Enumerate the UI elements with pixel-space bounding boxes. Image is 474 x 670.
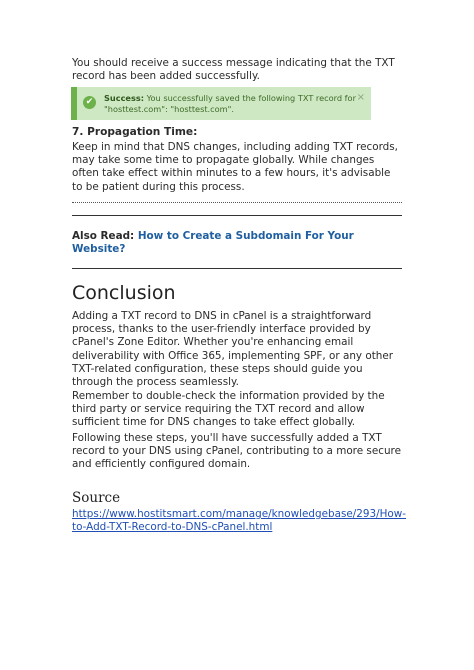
step-7-paragraph: Keep in mind that DNS changes, including adding TXT records, may take some time to propagate globally. While changes often take effect within minutes to a few hours, it's advisable to be patient during this process.	[72, 141, 398, 193]
conclusion-paragraph-3: Following these steps, you'll have successfully added a TXT record to your DNS using cPanel, contributing to a more secure and efficiently configured domain.	[72, 432, 401, 471]
dotted-divider	[72, 202, 402, 203]
conclusion-heading: Conclusion	[72, 282, 176, 304]
success-banner	[71, 87, 371, 120]
top-divider	[72, 215, 402, 216]
source-link[interactable]: https://www.hostitsmart.com/manage/knowledgebase/293/How-to-Add-TXT-Record-to-DNS-cPanel.html	[72, 508, 406, 534]
bottom-divider	[72, 268, 402, 269]
success-text: You successfully saved the following TXT record for "hosttest.com": "hosttest.com".	[104, 93, 356, 114]
conclusion-paragraph-2: Remember to double-check the information provided by the third party or service requiring the TXT record and allow sufficient time for DNS changes to take effect globally.	[72, 390, 385, 429]
also-read-label: Also Read:	[72, 230, 135, 242]
close-icon[interactable]: ×	[356, 92, 365, 103]
success-label: Success:	[104, 93, 145, 103]
success-message	[104, 93, 359, 114]
checkmark-icon: ✔	[83, 96, 96, 109]
source-heading: Source	[72, 490, 121, 506]
also-read-link[interactable]: How to Create a Subdomain For Your Website?	[72, 230, 354, 256]
also-read	[72, 230, 404, 256]
conclusion-paragraph-1: Adding a TXT record to DNS in cPanel is a straightforward process, thanks to the user-friendly interface provided by cPanel's Zone Editor. Whether you're enhancing email deliverability with Office 365, implementing SPF, or any other TXT-related configuration, these steps should guide you through the process seamlessly.	[72, 310, 394, 389]
step-7-heading: 7. Propagation Time:	[72, 126, 198, 138]
intro-paragraph: You should receive a success message indicating that the TXT record has been added successfully.	[72, 57, 395, 83]
